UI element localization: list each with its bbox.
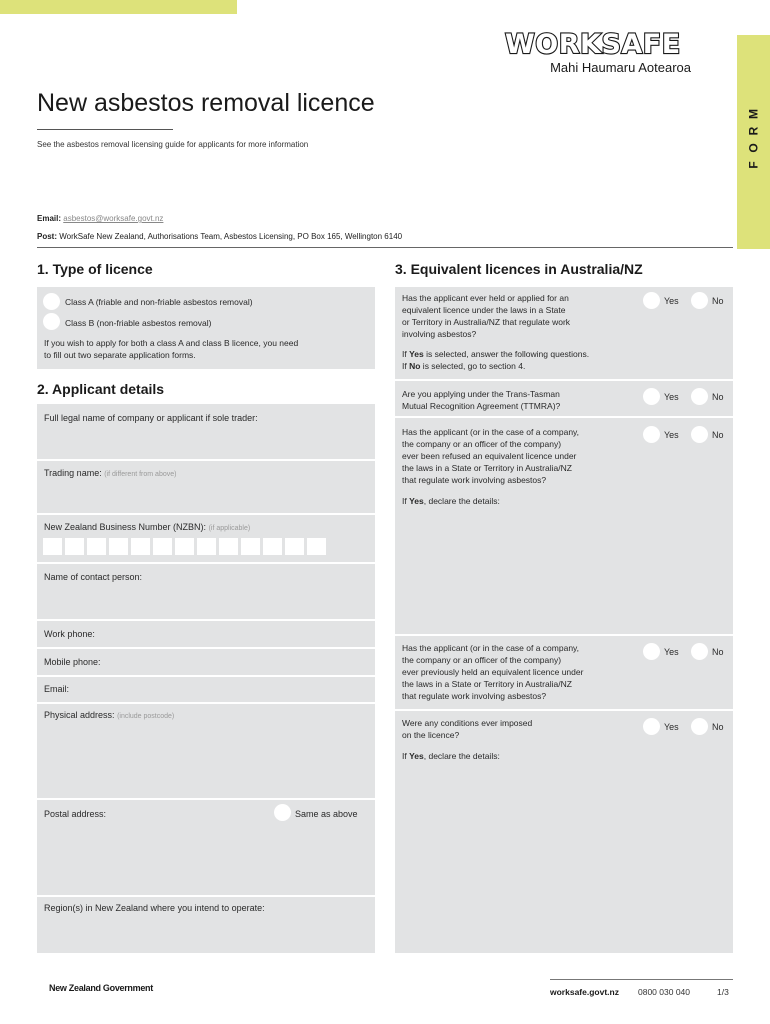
q5-no-radio[interactable]: [691, 718, 708, 735]
q3-no-label: No: [712, 430, 724, 440]
q4-previously-held-text: [402, 642, 583, 702]
postal-address-field[interactable]: [37, 824, 375, 894]
field-divider: [37, 702, 375, 704]
trading-name-field[interactable]: [37, 478, 375, 512]
q1-no-label: No: [712, 296, 724, 306]
email-label: Email:: [37, 214, 62, 223]
post-label: Post:: [37, 232, 57, 241]
section-2-heading: 2. Applicant details: [37, 381, 165, 397]
email-field-label: Email:: [44, 684, 70, 694]
q5-no-label: No: [712, 722, 724, 732]
footer-website[interactable]: worksafe.govt.nz: [550, 987, 619, 997]
header-divider: [37, 247, 733, 248]
mobile-phone-field[interactable]: [117, 649, 375, 674]
q4-line: ever previously held an equivalent licence under: [402, 667, 584, 677]
q3-no-radio[interactable]: [691, 426, 708, 443]
trading-name-hint: (if different from above): [104, 471, 177, 478]
title-underline: [37, 129, 173, 130]
physical-address-field[interactable]: [37, 721, 375, 797]
field-divider: [37, 562, 375, 564]
question-divider: [395, 709, 733, 711]
class-b-label: Class B (non-friable asbestos removal): [65, 318, 212, 328]
q4-line: that regulate work involving asbestos?: [402, 691, 547, 701]
field-divider: [37, 459, 375, 461]
physical-address-text: Physical address:: [44, 710, 115, 720]
q5-line: Were any conditions ever imposed: [402, 718, 533, 728]
nzbn-digit[interactable]: [109, 538, 128, 555]
worksafe-wordmark: WORKSAFE: [505, 29, 681, 60]
q5-yes-label: Yes: [664, 722, 679, 732]
q4-yes-label: Yes: [664, 647, 679, 657]
q1-held-applied-text: [402, 292, 570, 340]
page-subtitle: See the asbestos removal licensing guide for applicants for more information: [37, 140, 309, 149]
page-title: New asbestos removal licence: [37, 89, 375, 117]
nzbn-digit[interactable]: [285, 538, 304, 555]
postal-address-label: Postal address:: [44, 809, 107, 819]
q2-yes-radio[interactable]: [643, 388, 660, 405]
q2-line: Are you applying under the Trans-Tasman: [402, 389, 560, 399]
q3-line: the company or an officer of the company): [402, 439, 562, 449]
q2-ttmra-text: [402, 388, 560, 412]
form-side-tab-label: [740, 105, 768, 173]
full-name-label: Full legal name of company or applicant if sole trader:: [44, 413, 258, 423]
q1-instructions: [402, 348, 589, 372]
nzbn-text: New Zealand Business Number (NZBN):: [44, 522, 207, 532]
q1-line: equivalent licence under the laws in a State: [402, 305, 566, 315]
field-divider: [37, 895, 375, 897]
mobile-phone-label: Mobile phone:: [44, 657, 101, 667]
side-tab-letter: R: [746, 125, 761, 136]
nzbn-hint: (if applicable): [208, 525, 251, 532]
q3-yes-radio[interactable]: [643, 426, 660, 443]
work-phone-field[interactable]: [117, 621, 375, 646]
licence-note-line2: to fill out two separate application forms.: [44, 350, 196, 360]
trading-name-text: Trading name:: [44, 468, 102, 478]
nzbn-digit[interactable]: [131, 538, 150, 555]
q5-details-field[interactable]: [395, 765, 733, 951]
question-divider: [395, 379, 733, 381]
contact-person-field[interactable]: [37, 582, 375, 618]
full-name-field[interactable]: [37, 422, 375, 458]
licence-note: [44, 337, 298, 361]
section-1-heading: 1. Type of licence: [37, 261, 153, 277]
q4-line: Has the applicant (or in the case of a company,: [402, 643, 580, 653]
q1-yes-radio[interactable]: [643, 292, 660, 309]
q1-instruction-no: If No is selected, go to section 4.: [402, 361, 526, 371]
q4-no-label: No: [712, 647, 724, 657]
nz-government-logo: [49, 983, 153, 993]
q3-details-field[interactable]: [395, 509, 733, 633]
q4-line: the company or an officer of the company): [402, 655, 562, 665]
q2-line: Mutual Recognition Agreement (TTMRA)?: [402, 401, 561, 411]
class-a-label: Class A (friable and non-friable asbestos removal): [65, 297, 253, 307]
work-phone-label: Work phone:: [44, 629, 95, 639]
question-divider: [395, 634, 733, 636]
q1-no-radio[interactable]: [691, 292, 708, 309]
q1-line: involving asbestos?: [402, 329, 477, 339]
nzbn-digit[interactable]: [241, 538, 260, 555]
question-divider: [395, 416, 733, 418]
physical-address-hint: (include postcode): [117, 713, 175, 720]
email-field[interactable]: [117, 677, 375, 701]
side-tab-letter: O: [746, 142, 761, 153]
q3-yes-label: Yes: [664, 430, 679, 440]
section-3-heading: 3. Equivalent licences in Australia/NZ: [395, 261, 643, 277]
q3-line: Has the applicant (or in the case of a company,: [402, 427, 580, 437]
q1-line: Has the applicant ever held or applied for an: [402, 293, 569, 303]
nzbn-digit[interactable]: [219, 538, 238, 555]
q4-line: the laws in a State or Territory in Australia/NZ: [402, 679, 572, 689]
q1-instruction-yes: If Yes is selected, answer the following questions.: [402, 349, 590, 359]
contact-info: [37, 210, 402, 246]
footer-phone: 0800 030 040: [638, 987, 690, 997]
regions-field[interactable]: [37, 914, 375, 952]
q1-line: or Territory in Australia/NZ that regulate work: [402, 317, 571, 327]
q4-no-radio[interactable]: [691, 643, 708, 660]
field-divider: [37, 798, 375, 800]
q3-declare-label: If Yes, declare the details:: [402, 496, 500, 506]
worksafe-logo: [505, 30, 705, 76]
nz-government-logo-text: New Zealand Government: [49, 983, 153, 993]
nzbn-digit[interactable]: [263, 538, 282, 555]
nzbn-digit[interactable]: [87, 538, 106, 555]
email-link[interactable]: asbestos@worksafe.govt.nz: [63, 214, 164, 223]
q3-line: ever been refused an equivalent licence under: [402, 451, 577, 461]
licence-note-line1: If you wish to apply for both a class A and class B licence, you need: [44, 338, 299, 348]
q3-line: that regulate work involving asbestos?: [402, 475, 547, 485]
q3-line: the laws in a State or Territory in Australia/NZ: [402, 463, 572, 473]
post-address: WorkSafe New Zealand, Authorisations Team, Asbestos Licensing, PO Box 165, Wellington 6140: [59, 232, 403, 241]
class-b-radio[interactable]: [43, 313, 60, 330]
licence-type-box: [37, 287, 375, 369]
q5-conditions-text: [402, 717, 532, 741]
side-tab-letter: M: [746, 108, 761, 119]
nzbn-digit[interactable]: [197, 538, 216, 555]
nzbn-digit[interactable]: [65, 538, 84, 555]
nzbn-digit[interactable]: [175, 538, 194, 555]
applicant-details-box: [37, 404, 375, 953]
q5-yes-radio[interactable]: [643, 718, 660, 735]
nzbn-digit[interactable]: [153, 538, 172, 555]
worksafe-tagline: Mahi Haumaru Aotearoa: [550, 60, 691, 75]
class-a-radio[interactable]: [43, 293, 60, 310]
q2-no-label: No: [712, 392, 724, 402]
page-number: 1/3: [717, 987, 729, 997]
contact-person-label: Name of contact person:: [44, 572, 143, 582]
q5-line: on the licence?: [402, 730, 460, 740]
nzbn-label: [44, 521, 250, 535]
post-line: [37, 228, 402, 246]
q2-yes-label: Yes: [664, 392, 679, 402]
nzbn-digit[interactable]: [307, 538, 326, 555]
q4-yes-radio[interactable]: [643, 643, 660, 660]
field-divider: [37, 513, 375, 515]
same-as-above-radio[interactable]: [274, 804, 291, 821]
footer-divider: [550, 979, 733, 980]
top-accent-bar: [0, 0, 237, 14]
email-line: [37, 210, 402, 228]
nzbn-input-cells: [43, 538, 326, 555]
nzbn-digit[interactable]: [43, 538, 62, 555]
same-as-above-label: Same as above: [295, 809, 358, 819]
equivalent-licences-box: [395, 287, 733, 953]
regions-label: Region(s) in New Zealand where you intend to operate:: [44, 903, 265, 913]
side-tab-letter: F: [746, 160, 761, 169]
q1-yes-label: Yes: [664, 296, 679, 306]
q3-refused-text: [402, 426, 579, 486]
q2-no-radio[interactable]: [691, 388, 708, 405]
q5-declare-label: If Yes, declare the details:: [402, 751, 500, 761]
